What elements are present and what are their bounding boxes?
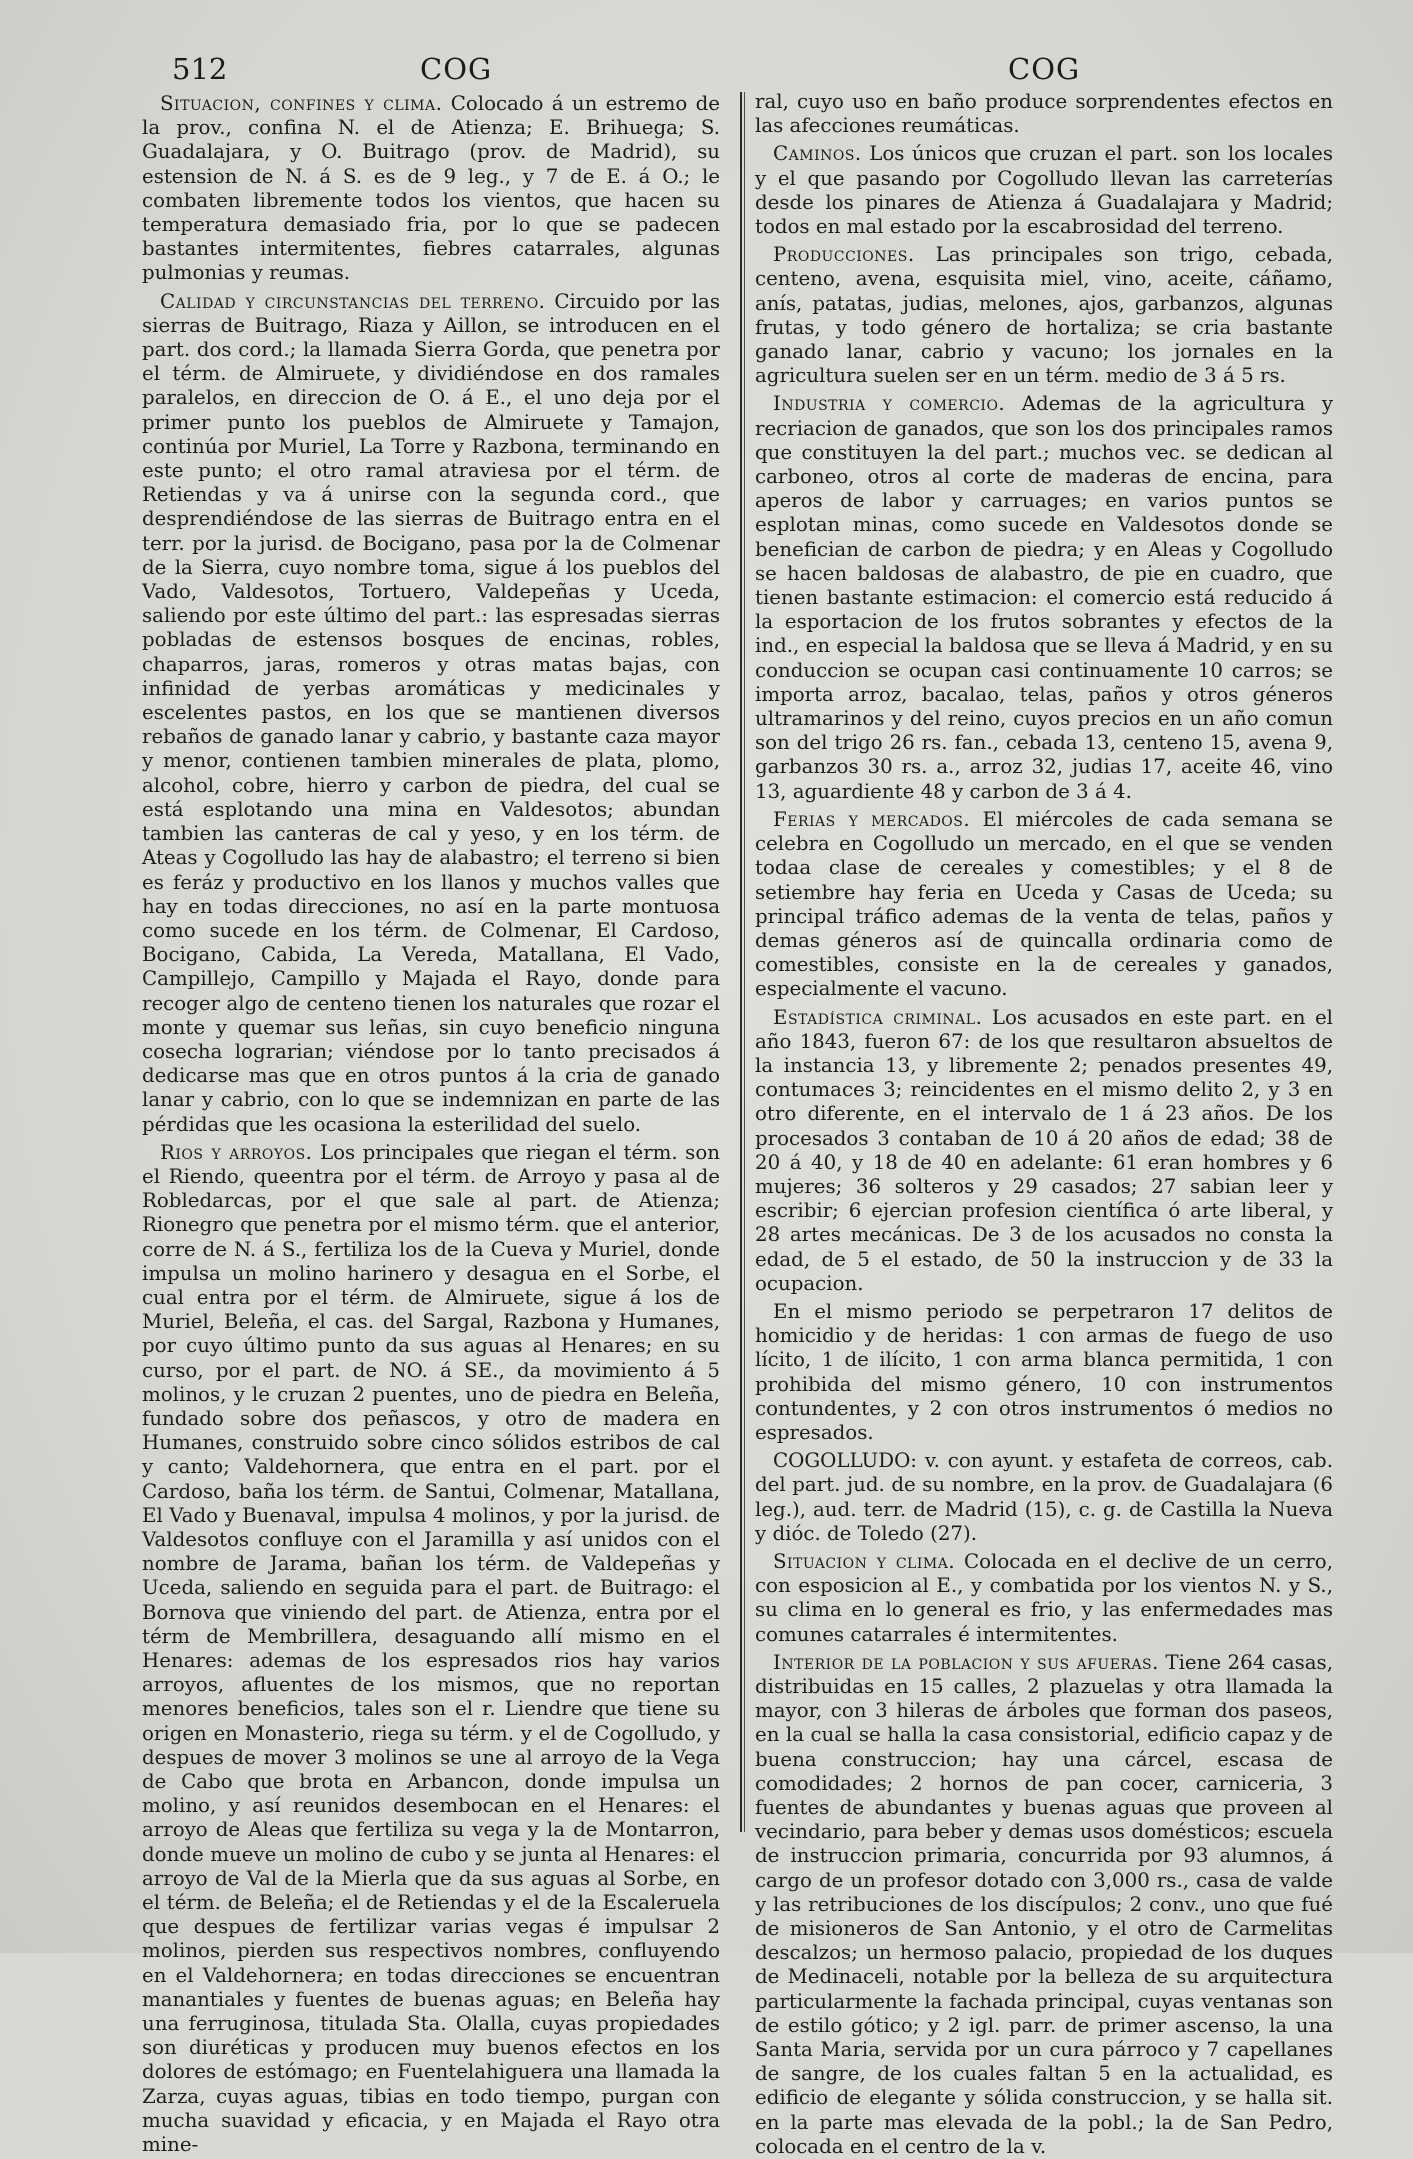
paragraph-text: Las principales son trigo, cebada, centeno, avena, esquisita miel, vino, aceite, cáñamo, anís, patatas, judias, melones, ajos, garbanzos, algunas frutas, y todo género de hortaliza; se cria bastante ganado lanar, cabrio y vacuno; los jornales en la agricultura suelen ser en un térm. medio de 3 á 5 rs. bbox=[755, 243, 1333, 388]
column-divider bbox=[740, 92, 742, 1832]
paragraph bbox=[755, 1006, 1333, 1296]
column-divider-inner bbox=[744, 92, 745, 1832]
paragraph bbox=[755, 1300, 1333, 1445]
paragraph-text: ral, cuyo uso en baño produce sorprendentes efectos en las afecciones reumáticas. bbox=[755, 90, 1333, 138]
paragraph-text: Los acusados en este part. en el año 1843, fueron 67: de los que resultaron absueltos de la instancia 13, y libremente 2; penados presentes 49, contumaces 3; reincidentes en el mismo delito 2, y 3 en otro diferente, en el intervalo de 1 á 23 años. De los procesados 3 contaban de 10 á 20 años de edad; 38 de 20 á 40, y 18 de 40 en adelante: 61 eran hombres y 6 mujeres; 36 solteros y 29 casados; 27 sabian leer y escribir; 6 ejercian profesion científica ó arte liberal, y 28 artes mecánicas. De 3 de los acusados no consta la edad, de 5 el estado, de 50 la instruccion y de 33 la ocupacion. bbox=[755, 1005, 1333, 1295]
paragraph bbox=[755, 1550, 1333, 1647]
section-heading: Ferias y mercados. bbox=[773, 807, 971, 831]
paragraph-text: Ademas de la agricultura y recriacion de ganados, que son los dos principales ramos que constituyen la del part.; muchos vec. se dedican al carboneo, otros al corte de maderas de encina, para aperos de labor y carruages; en varios puntos se esplotan minas, como sucede en Valdesotos donde se benefician de carbon de piedra; y en Aleas y Cogolludo se hacen baldosas de alabastro, de pie en cuadro, que tienen bastante estimacion: el comercio está reducido á la esportacion de los frutos sobrantes y efectos de la ind., en especial la baldosa que se lleva á Madrid, y en su conduccion se ocupan casi continuamente 10 carros; se importa arroz, bacalao, telas, paños y otros géneros ultramarinos y del reino, cuyos precios en un año comun son del trigo 26 rs. fan., cebada 13, centeno 15, avena 9, garbanzos 30 rs. a., arroz 32, judias 17, aceite 46, vino 13, aguardiente 48 y carbon de 3 á 4. bbox=[755, 392, 1334, 803]
paragraph-text: El miércoles de cada semana se celebra en Cogolludo un mercado, en el que se venden todaa clase de cereales y comestibles; y el 8 de setiembre hay feria en Uceda y Casas de Uceda; su principal tráfico ademas de la venta de telas, paños y demas géneros así de quincalla ordinaria como de comestibles, consiste en la de cereales y ganados, especialmente el vacuno. bbox=[755, 807, 1333, 1001]
section-heading: Rios y arroyos. bbox=[160, 1140, 313, 1164]
paragraph-text: Los únicos que cruzan el part. son los locales y el que pasando por Cogolludo llevan las carreterías desde los pinares de Atienza á Guadalajara y Madrid; todos en mal estado por la escabrosidad del terreno. bbox=[755, 142, 1333, 239]
paragraph-text: Tiene 264 casas, distribuidas en 15 calles, 2 plazuelas y otra llamada la mayor, con 3 hileras de árboles que forman dos paseos, en la cual se halla la casa consistorial, edificio capaz y de buena construccion; hay una cárcel, escasa de comodidades; 2 hornos de pan cocer, carniceria, 3 fuentes de abundantes y buenas aguas que proveen al vecindario, para beber y demas usos domésticos; escuela de instruccion primaria, concurrida por 93 alumnos, á cargo de un profesor dotado con 3,000 rs., casa de valde y las retribuciones de los discípulos; 2 conv., uno que fué de misioneros de San Antonio, y el otro de Carmelitas descalzos; un hermoso palacio, propiedad de los duques de Medinaceli, notable por la belleza de su arquitectura particularmente la fachada principal, cuyas ventanas son de estilo gótico; y 2 igl. parr. de primer ascenso, la una Santa Maria, servida por un cura párroco y 7 capellanes de sangre, de los cuales faltan 5 en la actualidad, es edificio de elegante y sólida construccion, y se halla sit. en la parte mas elevada de la pobl.; la de San Pedro, colocada en el centro de la v. bbox=[755, 1650, 1333, 2158]
paragraph bbox=[755, 90, 1333, 138]
paragraph bbox=[142, 92, 720, 286]
paragraph-text: Circuido por las sierras de Buitrago, Riaza y Aillon, se introducen en el part. dos cord.; la llamada Sierra Gorda, que penetra por el térm. de Almiruete, y dividiéndose en dos ramales paralelos, en direccion de O. á E., el uno deja por el primer punto los pueblos de Almiruete y Tamajon, continúa por Muriel, La Torre y Razbona, terminando en este punto; el otro ramal atraviesa por el térm. de Retiendas y va á unirse con la segunda cord., que desprendiéndose de las sierras de Buitrago entra en el terr. por la jurisd. de Bocigano, pasa por la de Colmenar de la Sierra, cuyo nombre toma, sigue á los pueblos del Vado, Valdesotos, Tortuero, Valdepeñas y Uceda, saliendo por este último del part.: las espresadas sierras pobladas de estensos bosques de encinas, robles, chaparros, jaras, romeros y otras matas bajas, con infinidad de yerbas aromáticas y medicinales y escelentes pastos, en los que se mantienen diversos rebaños de ganado lanar y cabrio, y bastante caza mayor y menor, contienen tambien minerales de plata, plomo, alcohol, cobre, hierro y carbon de piedra, del cual se está esplotando una mina en Valdesotos; abundan tambien las canteras de cal y yeso, y en los térm. de Ateas y Cogolludo las hay de alabastro; el terreno si bien es feráz y productivo en los llanos y muchos valles que hay en todas direcciones, no así en la parte montuosa como sucede en los térm. de Colmenar, El Cardoso, Bocigano, Cabida, La Vereda, Matallana, El Vado, Campillejo, Campillo y Majada el Rayo, donde para recoger algo de centeno tienen los naturales que rozar el monte y quemar sus leñas, sin cuyo beneficio ninguna cosecha lograrian; viéndose por lo tanto precisados á dedicarse mas que en otros puntos á la cria de ganado lanar y cabrio, con lo que se indemnizan en parte de las pérdidas que les ocasiona la esterilidad del suelo. bbox=[142, 289, 721, 1136]
paragraph bbox=[755, 243, 1333, 388]
paragraph bbox=[755, 392, 1333, 803]
paragraph bbox=[142, 1141, 720, 2158]
right-column bbox=[755, 90, 1334, 2158]
section-heading: Producciones. bbox=[773, 243, 915, 267]
section-heading: Calidad y circunstancias del terreno. bbox=[160, 289, 546, 313]
section-heading: Estadística criminal. bbox=[773, 1005, 983, 1029]
paragraph-text: COGOLLUDO: v. con ayunt. y estafeta de correos, cab. del part. jud. de su nombre, en la prov. de Guadalajara (6 leg.), aud. terr. de Madrid (15), c. g. de Castilla la Nueva y dióc. de Toledo (27). bbox=[755, 1449, 1333, 1545]
section-heading: Caminos. bbox=[773, 142, 862, 166]
paragraph bbox=[755, 1651, 1333, 2159]
paragraph-text: Colocada en el declive de un cerro, con esposicion al E., y combatida por los vientos N. y S., su clima en lo general es frio, y las enfermedades mas comunes catarrales é intermitentes. bbox=[755, 1549, 1333, 1646]
section-heading: Industria y comercio. bbox=[773, 392, 1006, 416]
paragraph bbox=[755, 142, 1333, 239]
paragraph-text: En el mismo periodo se perpetraron 17 delitos de homicidio y de heridas: 1 con armas de fuego de uso lícito, 1 de ilícito, 1 con arma blanca permitida, 1 con prohibida del mismo género, 10 con instrumentos contundentes, y 2 con otros instrumentos ó medios no espresados. bbox=[755, 1299, 1333, 1444]
header-left-title: COG bbox=[420, 52, 493, 86]
header-right-title: COG bbox=[1008, 52, 1081, 86]
paragraph bbox=[755, 1449, 1333, 1546]
paragraph-text: Los principales que riegan el térm. son el Riendo, queentra por el térm. de Arroyo y pasa al de Robledarcas, por el que sale al part. de Atienza; Rionegro que penetra por el mismo térm. que el anterior, corre de N. á S., fertiliza los de la Cueva y Muriel, donde impulsa un molino harinero y desagua en el Sorbe, el cual entra por el térm. de Almiruete, sigue á los de Muriel, Beleña, el cas. del Sargal, Razbona y Humanes, por cuyo último punto da sus aguas al Henares; en su curso, por el part. de NO. á SE., da movimiento á 5 molinos, y le cruzan 2 puentes, uno de piedra en Beleña, fundado sobre dos peñascos, y otro de madera en Humanes, construido sobre cinco sólidos estribos de cal y canto; Valdehornera, que entra en el part. por el Cardoso, baña los térm. de Santui, Colmenar, Matallana, El Vado y Buenaval, impulsa 4 molinos, y por la jurisd. de Valdesotos confluye con el Jaramilla y así unidos con el nombre de Jarama, bañan los térm. de Valdepeñas y Uceda, saliendo en seguida para el part. de Buitrago: el Bornova que viniendo del part. de Atienza, entra por el térm de Membrillera, desaguando allí mismo en el Henares: ademas de los espresados rios hay varios arroyos, afluentes de los mismos, que no reportan menores beneficios, tales son el r. Liendre que tiene su origen en Monasterio, riega su térm. y el de Cogolludo, y despues de mover 3 molinos se une al arroyo de la Vega de Cabo que brota en Arbancon, donde impulsa un molino, y así reunidos desembocan en el Henares: el arroyo de Aleas que fertiliza su vega y la de Montarron, donde mueve un molino de cubo y se junta al Henares: el arroyo de Val de la Mierla que da sus aguas al Sorbe, en el térm. de Beleña; el de Retiendas y el de la Escaleruela que despues de fertilizar varias vegas é impulsar 2 molinos, pierden sus respectivos nombres, confluyendo en el Valdehornera; en todas direcciones se encuentran manantiales y fuentes de buenas aguas; en Beleña hay una ferruginosa, titulada Sta. Olalla, cuyas propiedades son diuréticas y producen muy buenos efectos en los dolores de estómago; en Fuentelahiguera una llamada la Zarza, cuyas aguas, tibias en todo tiempo, purgan con mucha suavidad y eficacia, y en Majada el Rayo otra mine- bbox=[142, 1140, 720, 2157]
left-column bbox=[142, 92, 721, 2157]
paragraph-text: Colocado á un estremo de la prov., confina N. el de Atienza; E. Brihuega; S. Guadalajara, y O. Buitrago (prov. de Madrid), su estension de N. á S. es de 9 leg., y 7 de E. á O.; le combaten libremente todos los vientos, que hacen su temperatura demasiado fria, por lo que se padecen bastantes intermitentes, fiebres catarrales, algunas pulmonias y reumas. bbox=[142, 92, 721, 285]
section-heading: Interior de la poblacion y sus afueras. bbox=[773, 1650, 1159, 1674]
section-heading: Situacion y clima. bbox=[773, 1549, 956, 1573]
paragraph bbox=[142, 290, 720, 1137]
paragraph bbox=[755, 808, 1333, 1002]
page-number: 512 bbox=[172, 52, 228, 86]
section-heading: Situacion, confines y clima. bbox=[160, 92, 443, 115]
